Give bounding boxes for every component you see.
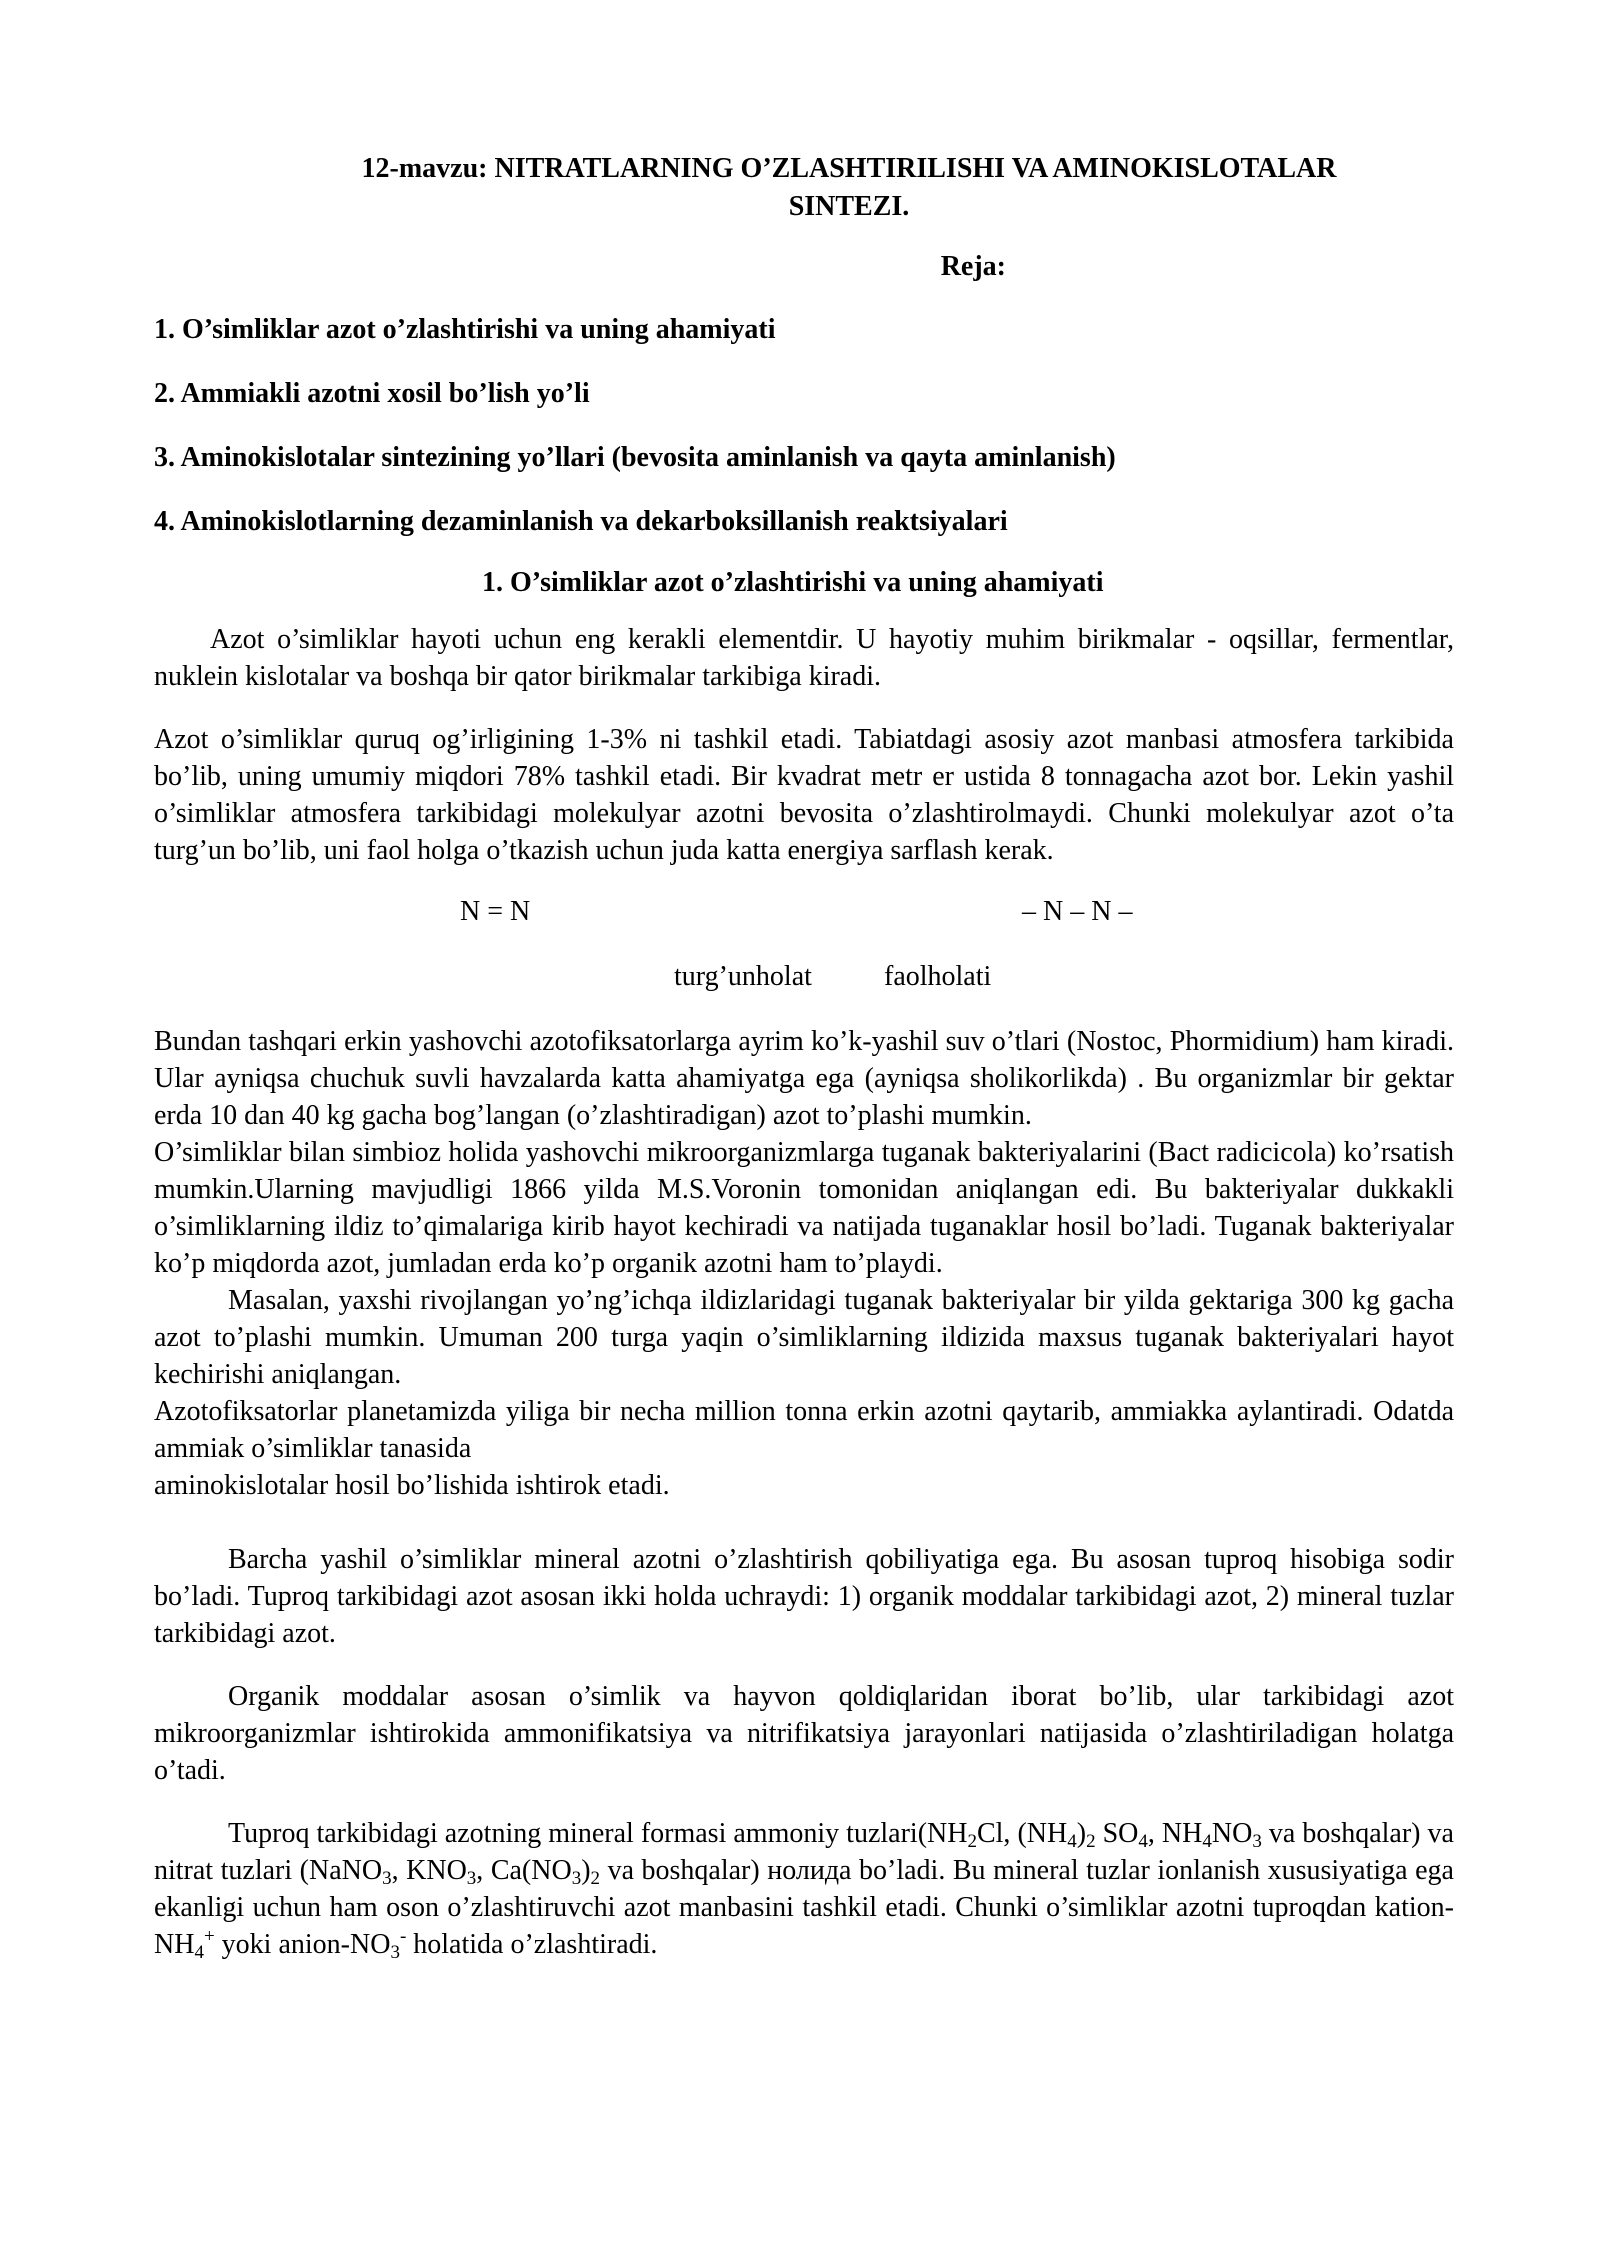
section-heading: 1. O’simliklar azot o’zlashtirishi va uning ahamiyati — [482, 567, 1104, 598]
subscript: 2 — [1086, 1831, 1096, 1852]
text-run: ) — [581, 1855, 591, 1886]
text-run: , NH — [1147, 1818, 1203, 1849]
subscript: 2 — [967, 1831, 977, 1852]
text-run: va boshqalar) va nitrat tuzlari (NaNO — [154, 1818, 1454, 1886]
text-run: Tuproq tarkibidagi azotning mineral formasi ammoniy tuzlari(NH — [228, 1818, 968, 1849]
superscript: + — [203, 1926, 215, 1947]
title-line-1: 12-mavzu: NITRATLARNING O’ZLASHTIRILISHI VA AMINOKISLOTALAR — [361, 153, 1337, 184]
plan-item: 4. Aminokislotlarning dezaminlanish va dekarboksillanish reaktsiyalari — [154, 506, 1008, 537]
subscript: 4 — [194, 1942, 204, 1963]
plan-item: 3. Aminokislotalar sintezining yo’llari (bevosita aminlanish va qayta aminlanish) — [154, 442, 1116, 473]
formula-row — [154, 893, 1454, 930]
text-run: SO — [1095, 1818, 1139, 1849]
text-run: Cl, (NH — [976, 1818, 1068, 1849]
superscript: - — [399, 1926, 407, 1947]
subscript: 3 — [1252, 1831, 1262, 1852]
subscript: 4 — [1138, 1831, 1148, 1852]
subscript: 2 — [590, 1868, 601, 1889]
formula-label-active: faolholati — [884, 961, 992, 992]
text-run: va boshqalar) нолида bo’ladi. Bu mineral tuzlar ionlanish xususiyatiga ega ekanligi uchun ham oson o’zlashtiruvchi azot manbasini tashkil etadi. Chunki o’simliklar azotni tuproqdan kation-NH — [154, 1855, 1454, 1960]
subscript: 4 — [1202, 1831, 1212, 1852]
text-run: , KNO — [391, 1855, 467, 1886]
subscript: 3 — [466, 1868, 477, 1889]
formula-labels — [154, 958, 1454, 995]
paragraph: Barcha yashil o’simliklar mineral azotni o’zlashtirish qobiliyatiga ega. Bu asosan tuproq hisobiga sodir bo’ladi. Tuproq tarkibidagi azot asosan ikki holda uchraydi: 1) organik moddalar tarkibidagi azot, 2) mineral tuzlar tarkibidagi azot. — [154, 1544, 1454, 1649]
paragraph: Bundan tashqari erkin yashovchi azotofiksatorlarga ayrim ko’k-yashil suv o’tlari (Nostoc, Phormidium) ham kiradi. Ular ayniqsa chuchuk suvli havzalarda katta ahamiyatga ega (ayniqsa sholikorlikda) . Bu organizmlar bir gektar erda 10 dan 40 kg gacha bog’langan (o’zlashtiradigan) azot to’plashi mumkin. — [154, 1026, 1454, 1131]
paragraph: Azot o’simliklar quruq og’irligining 1-3% ni tashkil etadi. Tabiatdagi asosiy azot manbasi atmosfera tarkibida bo’lib, uning umumiy miqdori 78% tashkil etadi. Bir kvadrat metr er ustida 8 tonnagacha azot bor. Lekin yashil o’simliklar atmosfera tarkibidagi molekulyar azotni bevosita o’zlashtirolmaydi. Chunki molekulyar azot o’ta turg’un bo’lib, uni faol holga o’tkazish uchun juda katta energiya sarflash kerak. — [154, 724, 1454, 866]
title-line-2: SINTEZI. — [788, 191, 910, 222]
formula-stable: N = N — [460, 896, 531, 927]
document-content — [154, 150, 1454, 1963]
plan-item: 1. O’simliklar azot o’zlashtirishi va uning ahamiyati — [154, 314, 776, 345]
formula-active: – N – N – — [1022, 896, 1133, 927]
subscript: 4 — [1067, 1831, 1077, 1852]
text-run: , Ca(NO — [476, 1855, 572, 1886]
paragraph: O’simliklar bilan simbioz holida yashovchi mikroorganizmlarga tuganak bakteriyalarini (Bact radicicola) ko’rsatish mumkin.Ularning mavjudligi 1866 yilda M.S.Voronin tomonidan aniqlangan edi. Bu bakteriyalar dukkakli o’simliklarning ildiz to’qimalariga kirib hayot kechiradi va natijada tuganaklar hosil bo’ladi. Tuganak bakteriyalar ko’p miqdorda azot, jumladan erda ko’p organik azotni ham to’playdi. — [154, 1137, 1454, 1279]
text-run: NO — [1211, 1818, 1253, 1849]
plan-item: 2. Ammiakli azotni xosil bo’lish yo’li — [154, 378, 590, 409]
subscript: 3 — [390, 1942, 400, 1963]
formula-label-stable: turg’unholat — [674, 961, 812, 992]
subscript: 3 — [382, 1868, 392, 1889]
subscript: 3 — [571, 1868, 582, 1889]
text-run: yoki anion-NO — [214, 1929, 391, 1960]
document-title — [154, 150, 1454, 226]
plan-heading: Reja: — [940, 251, 1006, 282]
paragraph: Organik moddalar asosan o’simlik va hayvon qoldiqlaridan iborat bo’lib, ular tarkibidagi azot mikroorganizmlar ishtirokida ammonifikatsiya va nitrifikatsiya jarayonlari natijasida o’zlashtiriladigan holatga o’tadi. — [154, 1681, 1454, 1786]
paragraph: Azotofiksatorlar planetamizda yiliga bir necha million tonna erkin azotni qaytarib, ammiakka aylantiradi. Odatda ammiak o’simliklar tanasida — [154, 1396, 1454, 1464]
text-run: ) — [1076, 1818, 1087, 1849]
paragraph: Azot o’simliklar hayoti uchun eng kerakli elementdir. U hayotiy muhim birikmalar - oqsillar, fermentlar, nuklein kislotalar va boshqa bir qator birikmalar tarkibiga kiradi. — [154, 624, 1454, 692]
paragraph-mineral-forms — [154, 1815, 1454, 1963]
paragraph: Masalan, yaxshi rivojlangan yo’ng’ichqa ildizlaridagi tuganak bakteriyalar bir yilda gektariga 300 kg gacha azot to’plashi mumkin. Umuman 200 turga yaqin o’simliklarning ildizida maxsus tuganak bakteriyalari hayot kechirishi aniqlangan. — [154, 1285, 1454, 1390]
text-run: holatida o’zlashtiradi. — [406, 1929, 658, 1960]
paragraph: aminokislotalar hosil bo’lishida ishtirok etadi. — [154, 1470, 670, 1501]
